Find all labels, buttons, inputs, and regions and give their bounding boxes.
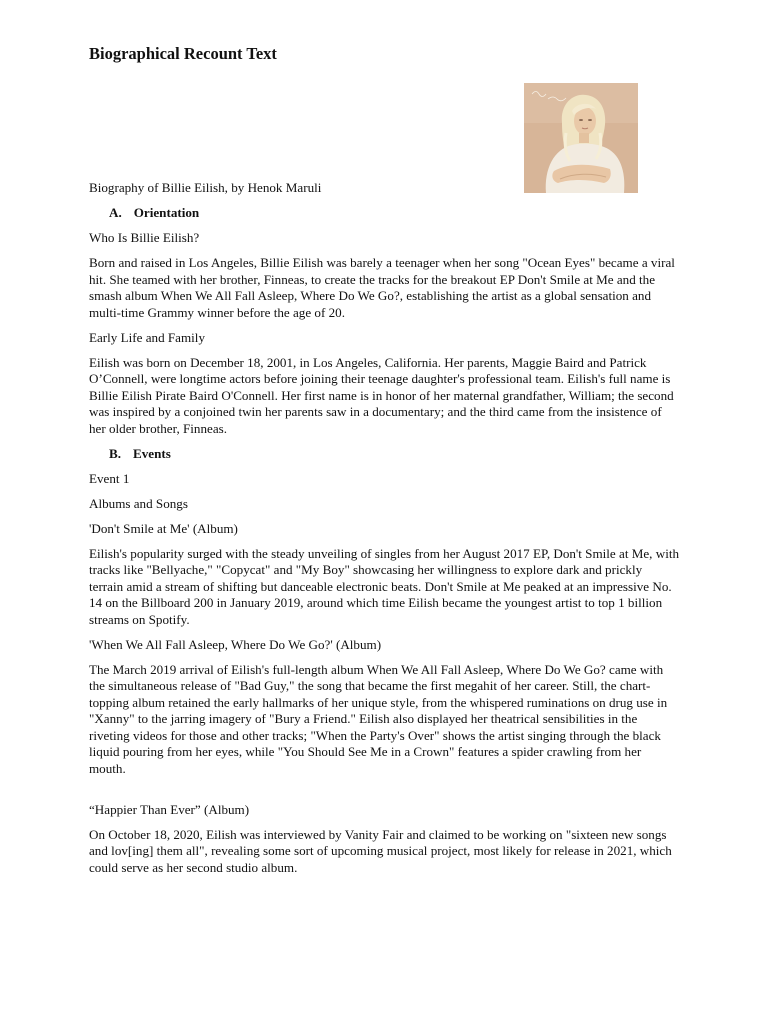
event-label: Event 1 bbox=[89, 470, 130, 486]
document-body bbox=[89, 180, 679, 885]
subheading-albums: Albums and Songs bbox=[89, 495, 188, 511]
paragraph-when-we-all: The March 2019 arrival of Eilish's full-length album When We All Fall Asleep, Where Do We Go? came with the simultaneous release of "Bad Guy," the song that became the first megahit of her career. Still, the chart-topping album retained the early hallmarks of her unique style, from the whispered ruminations on drug use in "Xanny" to the jarring imagery of "Bury a Friend." Eilish also displayed her theatrical sensibilities in the riveting videos for those and other tracks; "When the Party's Over" shows the artist singing through the black liquid pouring from her eyes, while "You Should See Me in a Crown" features a spider crawling from her mouth. bbox=[89, 661, 668, 776]
section-letter: B. bbox=[109, 445, 122, 461]
section-title: Events bbox=[133, 445, 171, 461]
album-heading-happier: “Happier Than Ever” (Album) bbox=[89, 801, 250, 817]
album-cover-image bbox=[524, 83, 638, 193]
byline: Biography of Billie Eilish, by Henok Maruli bbox=[89, 180, 322, 195]
album-heading-when-we-all: 'When We All Fall Asleep, Where Do We Go?' (Album) bbox=[89, 636, 382, 652]
album-cover-art bbox=[524, 83, 638, 193]
paragraph-who-is: Born and raised in Los Angeles, Billie Eilish was barely a teenager when her song "Ocean Eyes" became a viral hit. She teamed with her brother, Finneas, to create the tracks for the breakout EP Don't Smile at Me and the smash album When We All Fall Asleep, Where Do We Go?, establishing the artist as a global sensation and multi-time Grammy winner before the age of 20. bbox=[89, 255, 675, 320]
paragraph-happier: On October 18, 2020, Eilish was interviewed by Vanity Fair and claimed to be working on "sixteen new songs and lov[ing] them all", revealing some sort of upcoming musical project, most likely for release in 2021, which could serve as her second studio album. bbox=[89, 826, 672, 875]
section-title: Orientation bbox=[133, 205, 200, 220]
album-heading-dont-smile: 'Don't Smile at Me' (Album) bbox=[89, 520, 238, 536]
paragraph-dont-smile: Eilish's popularity surged with the steady unveiling of singles from her August 2017 EP, Don't Smile at Me, with tracks like "Bellyache," "Copycat" and "My Boy" showcasing her willingness to explore dark and prickly terrain amid a stream of shifting but danceable electronic beats. Don't Smile at Me peaked at an impressive No. 14 on the Billboard 200 in January 2019, around which time Eilish became the youngest artist to top 1 billion streams on Spotify. bbox=[89, 545, 680, 627]
document-title: Biographical Recount Text bbox=[89, 44, 277, 63]
subheading-who-is: Who Is Billie Eilish? bbox=[89, 230, 200, 245]
section-heading-events bbox=[89, 446, 679, 463]
spacer bbox=[89, 786, 679, 802]
section-letter: A. bbox=[109, 205, 122, 220]
section-heading-orientation bbox=[89, 205, 679, 222]
paragraph-early-life: Eilish was born on December 18, 2001, in Los Angeles, California. Her parents, Maggie Baird and Patrick O’Connell, were longtime actors before joining their teenage daughter's professional team. Eilish's full name is Billie Eilish Pirate Baird O'Connell. Her first name is in honor of her maternal grandfather, William; the second was inspired by a conjoined twin her parents saw in a documentary; and the third came from the insistence of her older brother, Finneas. bbox=[89, 354, 674, 436]
subheading-early-life: Early Life and Family bbox=[89, 329, 205, 345]
